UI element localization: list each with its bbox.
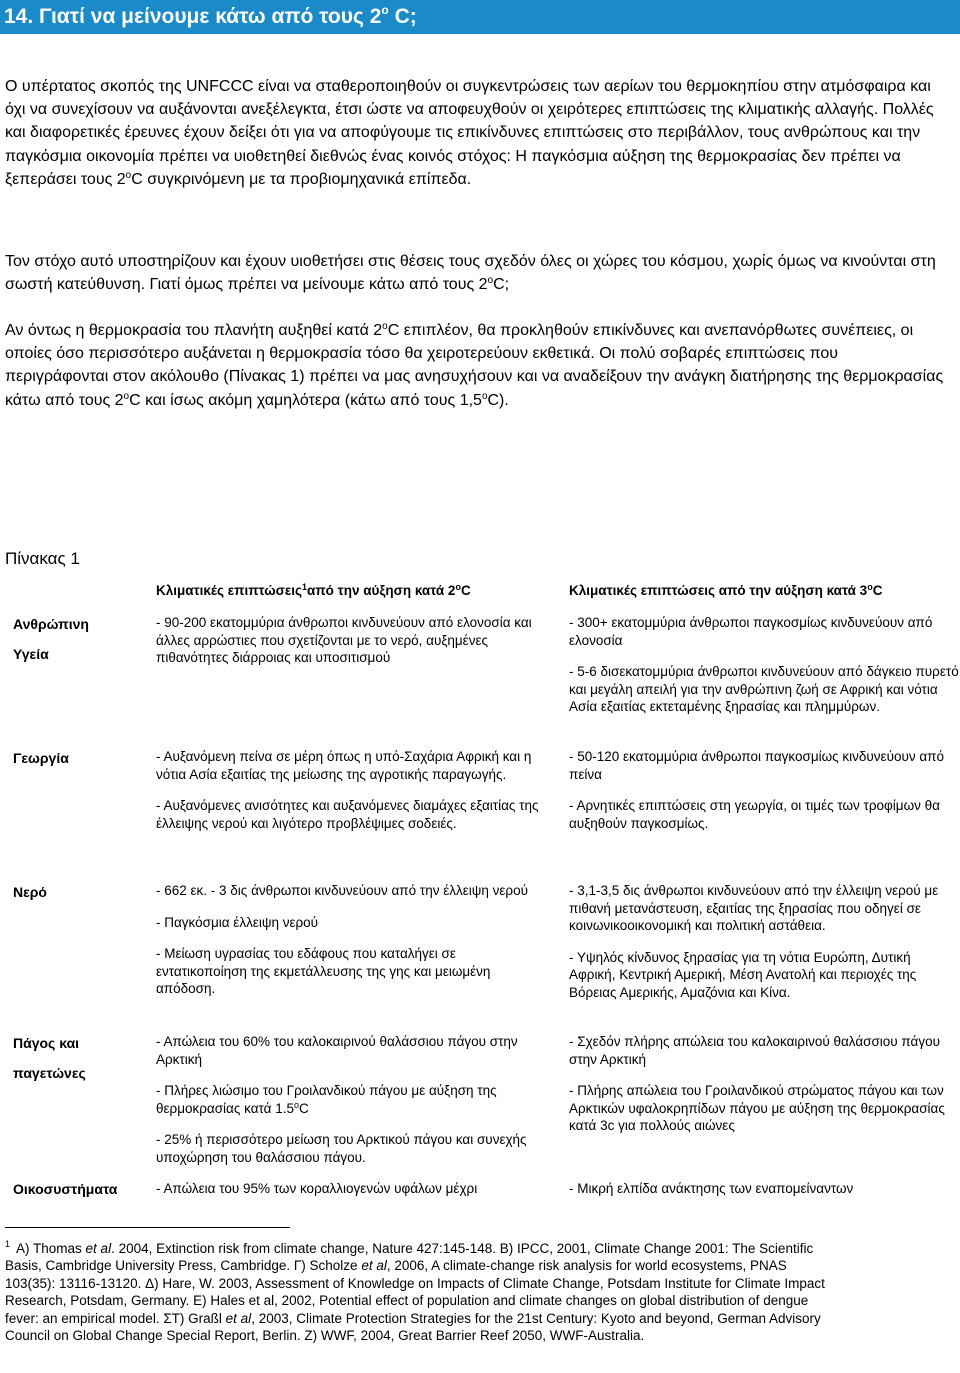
table-entry: - 3,1-3,5 δις άνθρωποι κινδυνεύουν από την έλλειψη νερού με πιθανή μετανάστευση, εξαιτίας της ξηρασίας που οδηγεί σε κοινωνικοοικονομική και πολιτική αστάθεια. [569, 883, 939, 933]
row-label-ecosystems [13, 1174, 143, 1204]
table-entry-text-end: C [299, 1100, 309, 1116]
row-label-line: Ανθρώπινη [13, 616, 89, 632]
footnote-italic: et al [85, 1241, 112, 1256]
cell-ecosystems-3c [569, 1180, 959, 1212]
cell-agriculture-3c [569, 748, 959, 846]
cell-ecosystems-2c [156, 1180, 546, 1212]
table-entry: - 90-200 εκατομμύρια άνθρωποι κινδυνεύουν από ελονοσία και άλλες αρρώστιες που σχετίζονται με το νερό, αυξημένες πιθανότητες διάρροιας και υποσιτισμού [156, 615, 532, 665]
table-entry: - 300+ εκατομμύρια άνθρωποι παγκοσμίως κινδυνεύουν από ελονοσία [569, 615, 933, 648]
row-label-ice [13, 1028, 143, 1088]
column-header-3c [569, 583, 882, 598]
cell-agriculture-2c [156, 748, 546, 846]
table-entry: - 5-6 δισεκατομμύρια άνθρωποι κινδυνεύουν από δάγκειο πυρετό και μεγάλη απειλή για την ανθρώπινη ζωή σε Αφρική και νότια Ασία εξαιτίας εκτεταμένης ξηρασίας και πλημμύρων. [569, 664, 959, 714]
footnote-ref: 1 [302, 582, 308, 592]
degree-sup: ο [123, 390, 130, 402]
paragraph-3-text-end: C). [487, 391, 509, 409]
degree-sup: ο [125, 169, 132, 181]
table-entry: - Πλήρης απώλεια του Γροιλανδικού στρώματος πάγου και των Αρκτικών υφαλοκρηπίδων πάγου με αύξηση της θερμοκρασίας κατά 3c για πολλούς αιώνες [569, 1083, 945, 1133]
row-label-line: Πάγος και [13, 1035, 80, 1051]
row-label-line: Γεωργία [13, 750, 69, 766]
degree-sup: ο [481, 390, 488, 402]
table-entry: - Υψηλός κίνδυνος ξηρασίας για τη νότια Ευρώπη, Δυτική Αφρική, Κεντρική Αμερική, Μέση Ανατολή και περιοχές της Βόρειας Αμερικής, Αμαζόνια και Κίνα. [569, 949, 917, 1000]
heading-suffix: C; [388, 5, 417, 28]
paragraph-3-text: Αν όντως η θερμοκρασία του πλανήτη αυξηθεί κατά 2 [5, 322, 383, 339]
row-label-line: Οικοσυστήματα [13, 1181, 118, 1197]
paragraph-1-text-end: C συγκρινόμενη με τα προβιομηχανικά επίπεδα. [131, 170, 472, 188]
column-header-2c-text: Κλιματικές επιπτώσεις [156, 583, 303, 598]
footnote-text: , 2006, A climate-change risk analysis for world ecosystems, PNAS 103(35): 13116-13120. Δ) Hare, W. 2003, Assessment of Knowledge on Impacts of Climate Change, Potsdam Institute for Climate Impact Research, Potsdam, Germany. E) Hales et al, 2002, Potential effect of population and climate changes on global distribution of dengue fever: an empirical model. ΣΤ) Graßl [5, 1258, 825, 1326]
table-entry: - Αυξανόμενη πείνα σε μέρη όπως η υπό-Σαχάρια Αφρική και η νότια Ασία εξαιτίας της μείωσης της αγροτικής παραγωγής. [156, 749, 532, 782]
row-label-water [13, 877, 143, 907]
degree-sup: ο [455, 582, 461, 592]
paragraph-3-text-mid: C επιπλέον, θα προκληθούν επικίνδυνες και ανεπανόρθωτες συνέπειες, οι οποίες όσο περισσότερο αυξάνεται η θερμοκρασία τόσο θα χειροτερεύουν εκθετικά. Οι πολύ σοβαρές επιπτώσεις που περιγράφονται στον ακόλουθο (Πίνακας 1) πρέπει να μας ανησυχήσουν και να αναδείξουν την ανάγκη διατήρησης της θερμοκρασίας κάτω από τους 2 [5, 322, 944, 409]
table-entry: - Αρνητικές επιπτώσεις στη γεωργία, οι τιμές των τροφίμων θα αυξηθούν παγκοσμίως. [569, 798, 940, 831]
table-entry: - Απώλεια του 60% του καλοκαιρινού θαλάσσιου πάγου στην Αρκτική [156, 1034, 518, 1067]
cell-water-2c [156, 882, 546, 1012]
degree-sup: ο [487, 275, 494, 287]
footnote-text: , 2003, Climate Protection Strategies for the 21st Century: Kyoto and beyond, German Advisory Council on Global Change Special Report, Berlin. Ζ) WWF, 2004, Great Barrier Reef 2050, WWF-Australia. [5, 1310, 821, 1344]
table-entry: - 25% ή περισσότερο μείωση του Αρκτικού πάγου και συνεχής υποχώρηση του θαλάσσιου πάγου. [156, 1132, 527, 1165]
table-entry: - Σχεδόν πλήρης απώλεια του καλοκαιρινού θαλάσσιου πάγου στην Αρκτική [569, 1034, 940, 1067]
footnote-italic: et al [361, 1258, 387, 1274]
section-heading [0, 0, 960, 34]
table-caption: Πίνακας 1 [5, 549, 80, 568]
degree-sup: ο [293, 1099, 299, 1110]
column-header-2c [156, 583, 471, 598]
paragraph-2-text-end: C; [493, 276, 510, 294]
footnote-mark: 1 [5, 1239, 11, 1249]
row-label-health [13, 609, 143, 669]
degree-sup: ο [867, 582, 873, 592]
table-entry: - Μικρή ελπίδα ανάκτησης των εναπομείναντων [569, 1181, 854, 1196]
paragraph-1-text: Ο υπέρτατος σκοπός της UNFCCC είναι να σταθεροποιηθούν οι συγκεντρώσεις των αερίων του θερμοκηπίου στην ατμόσφαιρα και όχι να συνεχίσουν να αυξάνονται ανεξέλεγκτα, έτσι ώστε να αποφευχθούν οι χειρότερες επιπτώσεις της κλιματικής αλλαγής. Πολλές και διαφορετικές έρευνες έχουν δείξει ότι για να αποφύγουμε τις επικίνδυνες επιπτώσεις στο περιβάλλον, τους ανθρώπους και την παγκόσμια οικονομία πρέπει να υιοθετηθεί διεθνώς ένας κοινός στόχος: Η παγκόσμια αύξηση της θερμοκρασίας δεν πρέπει να ξεπεράσει τους 2 [5, 78, 934, 188]
footnote [5, 1240, 835, 1344]
column-header-2c-text-mid: από την αύξηση κατά 2 [307, 583, 456, 598]
row-label-line: Υγεία [13, 646, 49, 662]
column-header-2c-text-end: C [460, 583, 471, 598]
paragraph-2 [5, 250, 945, 296]
row-label-line: Νερό [13, 884, 47, 900]
column-header-3c-text-end: C [872, 583, 883, 598]
column-header-3c-text: Κλιματικές επιπτώσεις από την αύξηση κατά 3 [569, 583, 868, 598]
table-entry: - Παγκόσμια έλλειψη νερού [156, 914, 319, 930]
table-entry: - 50-120 εκατομμύρια άνθρωποι παγκοσμίως κινδυνεύουν από πείνα [569, 749, 944, 782]
footnote-text: . 2004, Extinction risk from climate change, Nature 427:145-148. B) IPCC, 2001, Climate Change 2001: The Scientific Basis, Cambridge University Press, Cambridge. Γ) Scholze [5, 1241, 814, 1274]
cell-ice-3c [569, 1033, 959, 1149]
cell-water-3c [569, 882, 959, 1015]
degree-sup: ο [382, 321, 388, 332]
paragraph-2-text: Τον στόχο αυτό υποστηρίζουν και έχουν υιοθετήσει στις θέσεις τους σχεδόν όλες οι χώρες του κόσμου, χωρίς όμως να κινούνται στη σωστή κατεύθυνση. Γιατί όμως πρέπει να μείνουμε κάτω από τους 2 [5, 253, 936, 294]
table-entry: - Μείωση υγρασίας του εδάφους που καταλήγει σε εντατικοποίηση της εκμετάλλευσης της γης και μειωμένη απόδοση. [156, 946, 491, 996]
paragraph-3 [5, 319, 945, 412]
footnote-divider [5, 1227, 290, 1228]
row-label-line: παγετώνες [13, 1065, 86, 1081]
footnote-italic: et al [225, 1310, 252, 1326]
paragraph-1 [5, 75, 945, 191]
heading-degree: ο [381, 3, 389, 17]
table-entry [156, 1082, 546, 1117]
table-entry: - 662 εκ. - 3 δις άνθρωποι κινδυνεύουν από την έλλειψη νερού [156, 883, 528, 898]
table-entry: - Αυξανόμενες ανισότητες και αυξανόμενες διαμάχες εξαιτίας της έλλειψης νερού και λιγότερο προβλέψιμες σοδειές. [156, 798, 539, 831]
heading-text: 14. Γιατί να μείνουμε κάτω από τους 2 [4, 5, 382, 28]
cell-health-3c [569, 614, 959, 730]
cell-ice-2c [156, 1033, 546, 1180]
footnote-text: A) Thomas [16, 1241, 86, 1256]
paragraph-3-text-mid2: C και ίσως ακόμη χαμηλότερα (κάτω από τους 1,5 [129, 391, 482, 409]
row-label-agriculture [13, 743, 143, 773]
cell-health-2c [156, 614, 546, 681]
table-entry-text: - Πλήρες λιώσιμο του Γροιλανδικού πάγου με αύξηση της θερμοκρασίας κατά 1.5 [156, 1083, 497, 1116]
table-entry: - Απώλεια του 95% των κοραλλιογενών υφάλων μέχρι [156, 1181, 478, 1196]
